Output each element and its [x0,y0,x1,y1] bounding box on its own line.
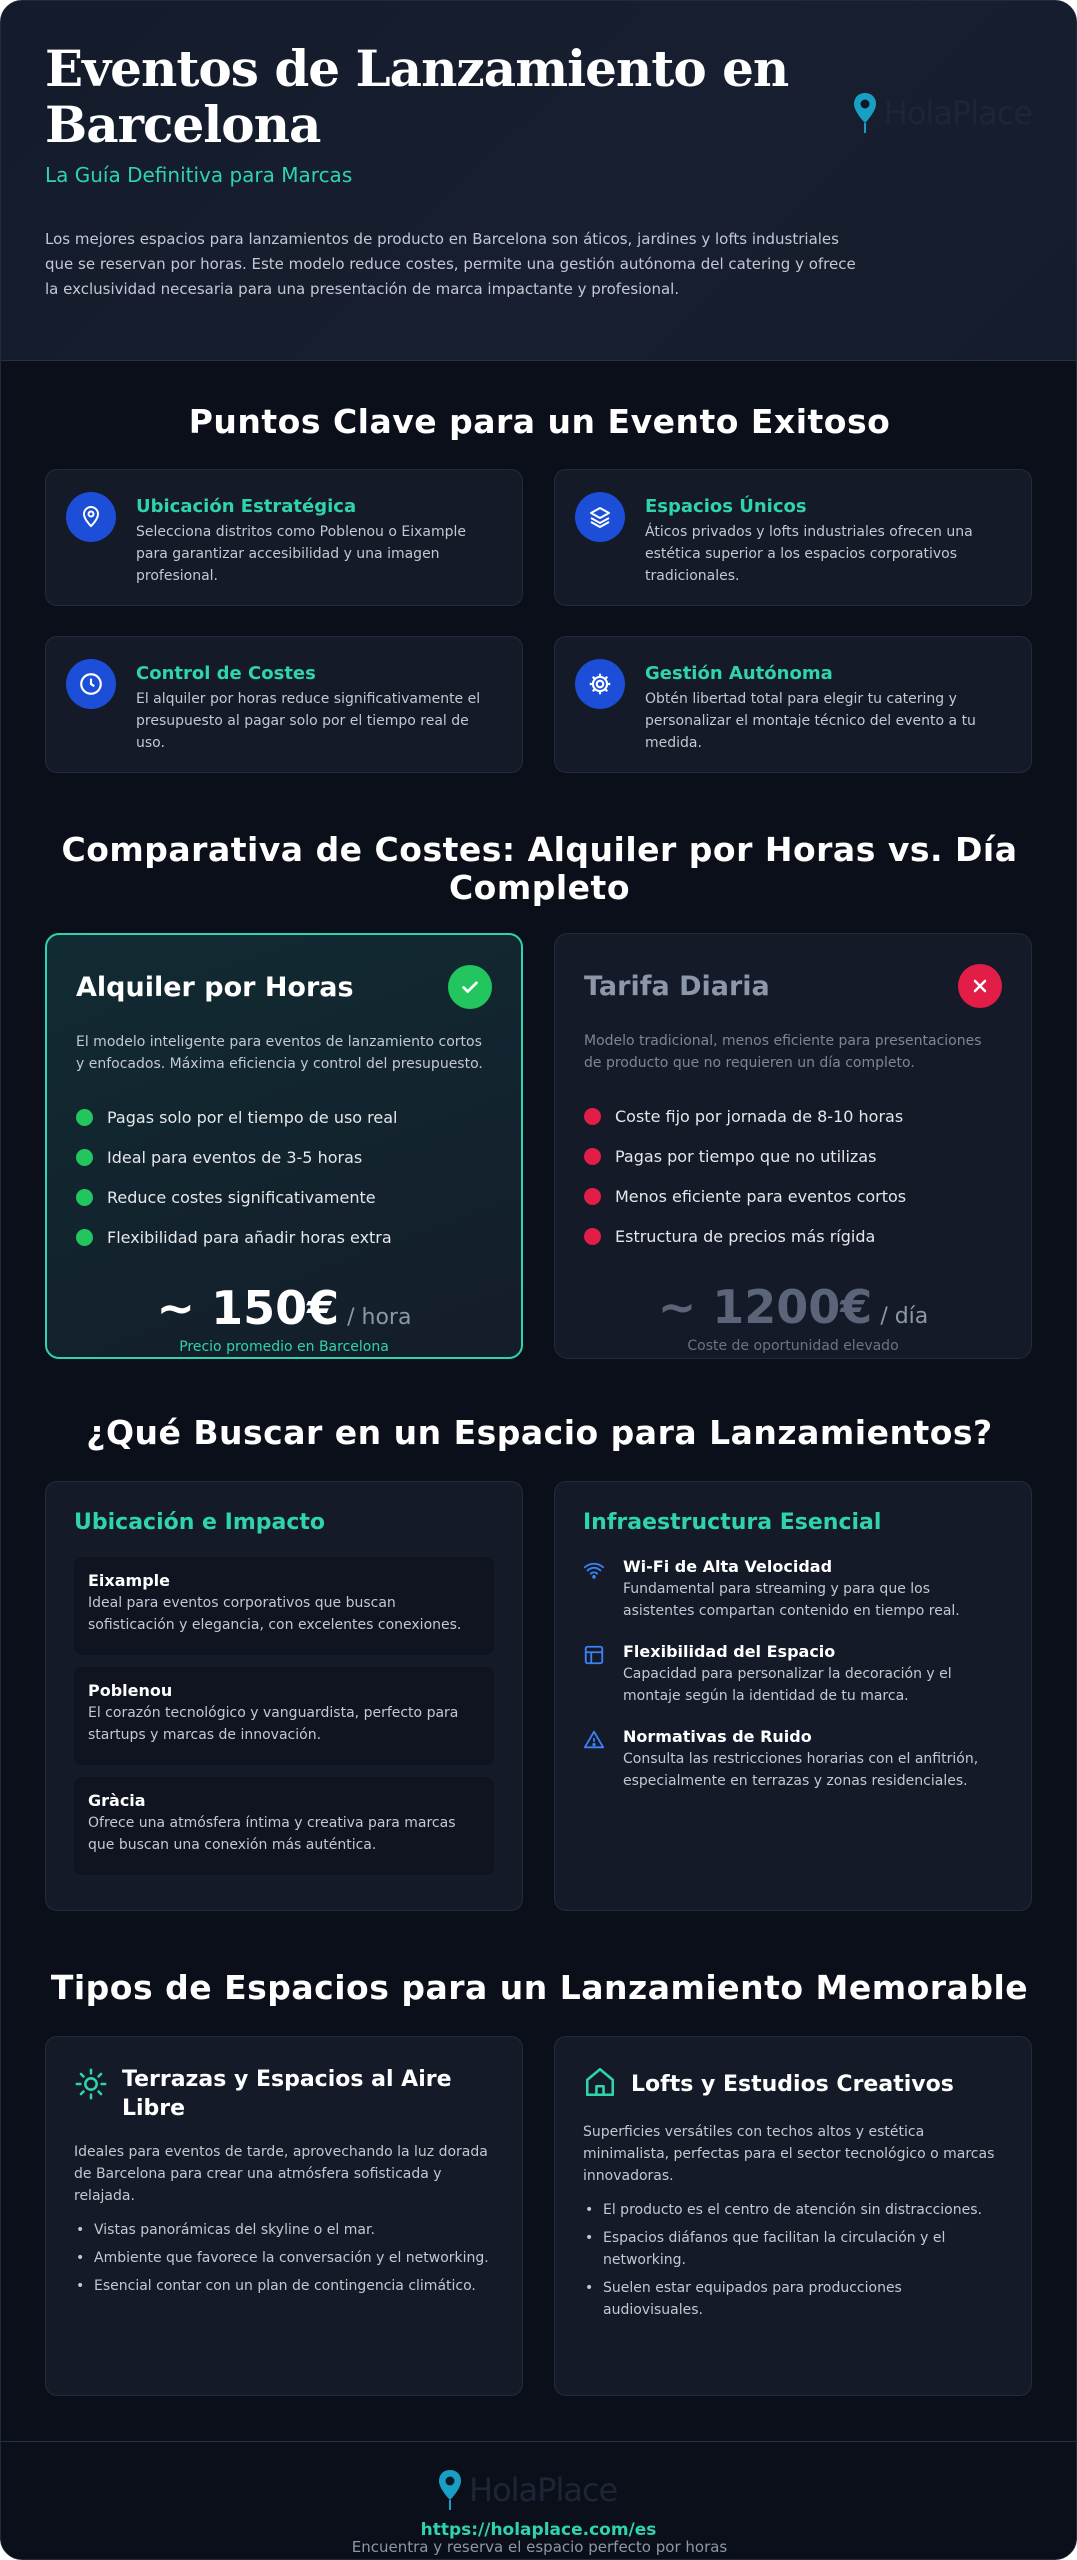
infrastructure-name: Normativas de Ruido [623,1727,812,1746]
daily-drawbacks-list [584,1096,1002,1256]
key-point-title: Ubicación Estratégica [136,496,357,517]
price-value: ~ 1200€ [657,1280,873,1334]
daily-desc: Modelo tradicional, menos eficiente para presentaciones de producto que no requieren un día completo. [584,1033,982,1071]
list-item-text: Reduce costes significativamente [107,1187,376,1207]
home-icon [583,2065,617,2103]
list-item: • Vistas panorámicas del skyline o el mar. [74,2219,494,2241]
list-item [76,1137,492,1177]
terraces-desc: Ideales para eventos de tarde, aprovechando la luz dorada de Barcelona para crear una atmósfera sofisticada y relajada. [74,2144,488,2204]
key-point-card [554,636,1032,773]
green-dot-icon [76,1189,93,1206]
red-dot-icon [584,1148,601,1165]
list-item-text: Menos eficiente para eventos cortos [615,1186,907,1206]
terraces-card [45,2036,523,2396]
footer-url-link[interactable]: https://holaplace.com/es [420,2520,657,2540]
neighborhood-name: Poblenou [88,1681,173,1700]
list-item [584,1136,1002,1176]
hourly-title: Alquiler por Horas [76,971,354,1003]
layout-icon [583,1642,607,1707]
list-item-text: Flexibilidad para añadir horas extra [107,1227,392,1247]
location-impact-card [45,1481,523,1911]
infrastructure-name: Wi-Fi de Alta Velocidad [623,1557,833,1576]
list-item [584,1096,1002,1136]
neighborhood-name: Eixample [88,1571,170,1590]
infrastructure-card [554,1481,1032,1911]
key-point-desc: Áticos privados y lofts industriales ofrecen una estética superior a los espacios corporativos tradicionales. [645,524,973,584]
list-item-text: Estructura de precios más rígida [615,1226,876,1246]
list-item [76,1097,492,1137]
neighborhood-name: Gràcia [88,1791,146,1810]
key-point-title: Control de Costes [136,663,316,684]
infrastructure-item [583,1727,1003,1792]
key-point-desc: Obtén libertad total para elegir tu catering y personalizar el montaje técnico del evento a tu medida. [645,691,976,751]
key-point-card [45,636,523,773]
neighborhood-item [74,1667,494,1765]
infrastructure-desc: Capacidad para personalizar la decoración y el montaje según la identidad de tu marca. [623,1666,952,1704]
infrastructure-name: Flexibilidad del Espacio [623,1642,836,1661]
hourly-rental-card [45,933,523,1359]
footer-tagline: Encuentra y reserva el espacio perfecto por horas [351,2538,728,2556]
neighborhood-desc: Ideal para eventos corporativos que buscan sofisticación y elegancia, con excelentes conexiones. [88,1595,462,1633]
warning-icon [583,1727,607,1792]
list-item [584,1216,1002,1256]
page-title: Eventos de Lanzamiento en Barcelona [45,39,789,154]
footer-url-wrap [0,2520,1077,2540]
key-point-desc: Selecciona distritos como Poblenou o Eixample para garantizar accesibilidad y una imagen profesional. [136,524,466,584]
list-item [76,1217,492,1257]
wifi-icon [583,1557,607,1622]
red-dot-icon [584,1108,601,1125]
map-pin-logo-icon [437,2468,463,2512]
page-subtitle: La Guía Definitiva para Marcas [45,163,353,187]
list-item [584,1176,1002,1216]
daily-title: Tarifa Diaria [584,970,770,1002]
red-dot-icon [584,1188,601,1205]
sun-icon [74,2065,108,2105]
lofts-card [554,2036,1032,2396]
look-for-title: ¿Qué Buscar en un Espacio para Lanzamientos? [86,1413,993,1452]
location-impact-title: Ubicación e Impacto [74,1510,326,1535]
terraces-title: Terrazas y Espacios al Aire Libre [122,2067,452,2121]
logo-wordmark: HolaPlace [469,2471,618,2509]
space-types-title: Tipos de Espacios para un Lanzamiento Memorable [50,1968,1029,2007]
list-item-text: Pagas por tiempo que no utilizas [615,1146,877,1166]
check-icon [448,965,492,1009]
holaplace-footer-logo[interactable] [437,2468,617,2512]
terraces-list [74,2219,494,2297]
infrastructure-desc: Fundamental para streaming y para que los asistentes compartan contenido en tiempo real. [623,1581,960,1619]
close-icon [958,964,1002,1008]
neighborhood-item [74,1557,494,1655]
list-item: • Espacios diáfanos que facilitan la circulación y el networking. [583,2227,1003,2271]
infrastructure-item [583,1557,1003,1622]
clock-icon [66,659,116,709]
list-item-text: Pagas solo por el tiempo de uso real [107,1107,398,1127]
layers-icon [575,492,625,542]
key-point-desc: El alquiler por horas reduce significativamente el presupuesto al pagar solo por el tiempo real de uso. [136,691,481,751]
key-point-title: Gestión Autónoma [645,663,833,684]
neighborhood-item [74,1777,494,1875]
location-pin-icon [66,492,116,542]
infrastructure-desc: Consulta las restricciones horarias con el anfitrión, especialmente en terrazas y zonas residenciales. [623,1751,979,1789]
footer [1,2441,1077,2560]
intro-text: Los mejores espacios para lanzamientos de producto en Barcelona son áticos, jardines y lofts industriales que se reservan por horas. Este modelo reduce costes, permite una gestión autónoma del catering y ofrece la exclusividad necesaria para una presentación de marca impactante y profesional. [45,230,856,298]
list-item: • Esencial contar con un plan de contingencia climático. [74,2275,494,2297]
key-points-title: Puntos Clave para un Evento Exitoso [188,402,891,441]
key-point-title: Espacios Únicos [645,496,807,517]
price-note: Precio promedio en Barcelona [179,1339,389,1355]
price-unit: / hora [347,1305,412,1330]
list-item-text: Ideal para eventos de 3-5 horas [107,1147,363,1167]
logo-wordmark: HolaPlace [883,94,1032,132]
list-item: • Suelen estar equipados para producciones audiovisuales. [583,2277,1003,2321]
lofts-title: Lofts y Estudios Creativos [631,2071,954,2097]
price-unit: / día [880,1304,929,1329]
infrastructure-title: Infraestructura Esencial [583,1510,882,1535]
key-point-card [45,469,523,606]
lofts-list [583,2199,1003,2321]
gear-icon [575,659,625,709]
green-dot-icon [76,1149,93,1166]
infrastructure-item [583,1642,1003,1707]
list-item: • Ambiente que favorece la conversación y el networking. [74,2247,494,2269]
neighborhood-desc: El corazón tecnológico y vanguardista, perfecto para startups y marcas de innovación. [88,1705,459,1743]
hourly-desc: El modelo inteligente para eventos de lanzamiento cortos y enfocados. Máxima eficiencia y control del presupuesto. [76,1034,483,1072]
list-item [76,1177,492,1217]
key-point-card [554,469,1032,606]
list-item: • El producto es el centro de atención sin distracciones. [583,2199,1003,2221]
hourly-price [76,1281,492,1335]
green-dot-icon [76,1109,93,1126]
daily-rate-card [554,933,1032,1359]
map-pin-logo-icon [852,91,878,135]
price-note: Coste de oportunidad elevado [687,1338,899,1354]
comparison-title: Comparativa de Costes: Alquiler por Horas vs. Día Completo [61,830,1018,907]
price-value: ~ 150€ [156,1281,340,1335]
daily-price [584,1280,1002,1334]
neighborhood-desc: Ofrece una atmósfera íntima y creativa para marcas que buscan una conexión más auténtica. [88,1815,456,1853]
list-item-text: Coste fijo por jornada de 8-10 horas [615,1106,904,1126]
green-dot-icon [76,1229,93,1246]
hourly-benefits-list [76,1097,492,1257]
holaplace-logo[interactable] [852,91,1032,135]
key-points-grid [45,469,1034,773]
red-dot-icon [584,1228,601,1245]
header [1,1,1076,361]
lofts-desc: Superficies versátiles con techos altos y estética minimalista, perfectas para el sector tecnológico o marcas innovadoras. [583,2124,995,2184]
